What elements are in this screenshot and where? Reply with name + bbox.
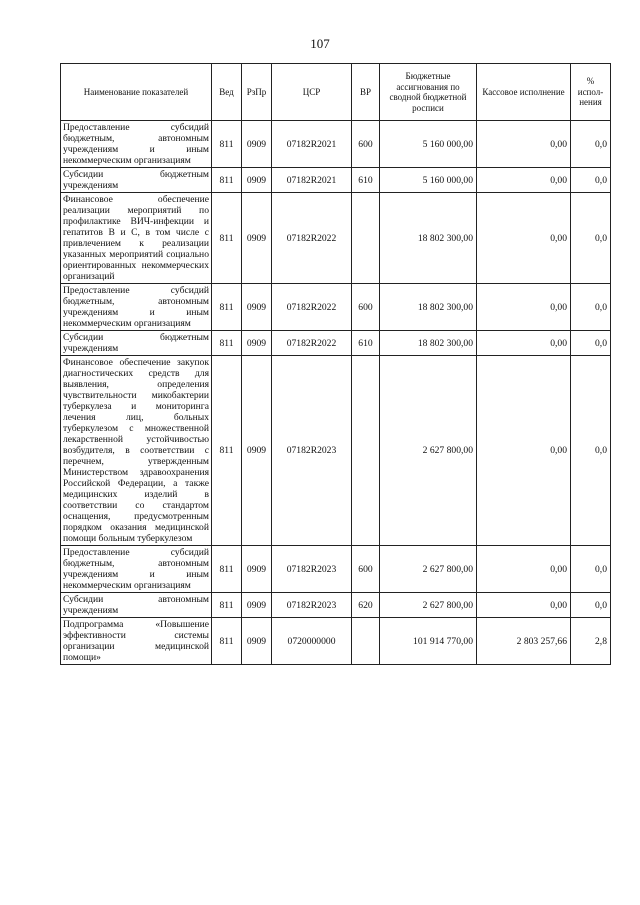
row-budget: 2 627 800,00 [380,593,477,618]
row-ved: 811 [212,593,242,618]
row-percent: 0,0 [571,356,611,546]
row-cash: 0,00 [477,593,571,618]
budget-execution-table [60,63,611,665]
table-row [61,168,611,193]
table-row [61,618,611,665]
row-ved: 811 [212,193,242,284]
row-rzpr: 0909 [242,593,272,618]
table-header-row [61,64,611,121]
row-vr: 600 [352,546,380,593]
row-budget: 2 627 800,00 [380,546,477,593]
row-budget: 5 160 000,00 [380,168,477,193]
row-ved: 811 [212,284,242,331]
page-number: 107 [310,36,330,51]
row-budget: 101 914 770,00 [380,618,477,665]
row-vr [352,356,380,546]
row-name: Субсидии бюджетным учреждениям [61,331,212,356]
row-vr: 610 [352,331,380,356]
header-percent: % испол-нения [571,64,611,121]
row-rzpr: 0909 [242,121,272,168]
row-vr [352,618,380,665]
header-cash: Кассовое исполнение [477,64,571,121]
row-cash: 0,00 [477,121,571,168]
row-csr: 07182R2023 [272,593,352,618]
row-budget: 5 160 000,00 [380,121,477,168]
row-name: Предоставление субсидий бюджетным, автономным учреждениям и иным некоммерческим организациям [61,284,212,331]
row-budget: 18 802 300,00 [380,284,477,331]
row-rzpr: 0909 [242,193,272,284]
row-cash: 0,00 [477,331,571,356]
header-rzpr: РзПр [242,64,272,121]
row-budget: 18 802 300,00 [380,331,477,356]
row-cash: 0,00 [477,284,571,331]
row-csr: 07182R2022 [272,284,352,331]
row-rzpr: 0909 [242,618,272,665]
row-percent: 0,0 [571,593,611,618]
row-percent: 0,0 [571,193,611,284]
table-row [61,593,611,618]
header-budget: Бюджетные ассигнования по сводной бюджетной росписи [380,64,477,121]
row-cash: 2 803 257,66 [477,618,571,665]
row-rzpr: 0909 [242,356,272,546]
header-ved: Вед [212,64,242,121]
row-csr: 07182R2021 [272,121,352,168]
row-rzpr: 0909 [242,546,272,593]
row-percent: 2,8 [571,618,611,665]
row-cash: 0,00 [477,168,571,193]
row-csr: 07182R2022 [272,331,352,356]
row-ved: 811 [212,331,242,356]
row-percent: 0,0 [571,168,611,193]
row-cash: 0,00 [477,546,571,593]
table-row [61,284,611,331]
row-percent: 0,0 [571,546,611,593]
row-rzpr: 0909 [242,284,272,331]
row-name: Субсидии автономным учреждениям [61,593,212,618]
row-name: Подпрограмма «Повышение эффективности системы организации медицинской помощи» [61,618,212,665]
row-ved: 811 [212,356,242,546]
row-vr [352,193,380,284]
row-csr: 07182R2022 [272,193,352,284]
row-percent: 0,0 [571,284,611,331]
row-vr: 620 [352,593,380,618]
table-row [61,331,611,356]
row-percent: 0,0 [571,331,611,356]
row-name: Предоставление субсидий бюджетным, автономным учреждениям и иным некоммерческим организациям [61,121,212,168]
row-ved: 811 [212,546,242,593]
row-name: Субсидии бюджетным учреждениям [61,168,212,193]
row-ved: 811 [212,618,242,665]
row-rzpr: 0909 [242,168,272,193]
table-row [61,193,611,284]
row-csr: 07182R2023 [272,356,352,546]
row-cash: 0,00 [477,356,571,546]
header-name: Наименование показателей [61,64,212,121]
row-name: Предоставление субсидий бюджетным, автономным учреждениям и иным некоммерческим организациям [61,546,212,593]
row-csr: 07182R2023 [272,546,352,593]
row-rzpr: 0909 [242,331,272,356]
row-budget: 18 802 300,00 [380,193,477,284]
row-vr: 600 [352,284,380,331]
header-vr: ВР [352,64,380,121]
row-budget: 2 627 800,00 [380,356,477,546]
row-name: Финансовое обеспечение закупок диагностических средств для выявления, определения чувствительности микобактерии туберкулеза и мониторинга лечения лиц, больных туберкулезом с множественной лекарственной устойчивостью возбудителя, в соответствии с перечнем, утвержденным Министерством здравоохранения Российской Федерации, а также медицинских изделий в соответствии со стандартом оснащения, предусмотренным порядком оказания медицинской помощи больным туберкулезом [61,356,212,546]
row-vr: 610 [352,168,380,193]
table-row [61,356,611,546]
row-name: Финансовое обеспечение реализации мероприятий по профилактике ВИЧ-инфекции и гепатитов В и С, в том числе с привлечением к реализации указанных мероприятий социально ориентированных некоммерческих организаций [61,193,212,284]
row-csr: 0720000000 [272,618,352,665]
table-row [61,121,611,168]
row-vr: 600 [352,121,380,168]
row-percent: 0,0 [571,121,611,168]
row-cash: 0,00 [477,193,571,284]
row-ved: 811 [212,168,242,193]
row-csr: 07182R2021 [272,168,352,193]
header-csr: ЦСР [272,64,352,121]
table-row [61,546,611,593]
row-ved: 811 [212,121,242,168]
